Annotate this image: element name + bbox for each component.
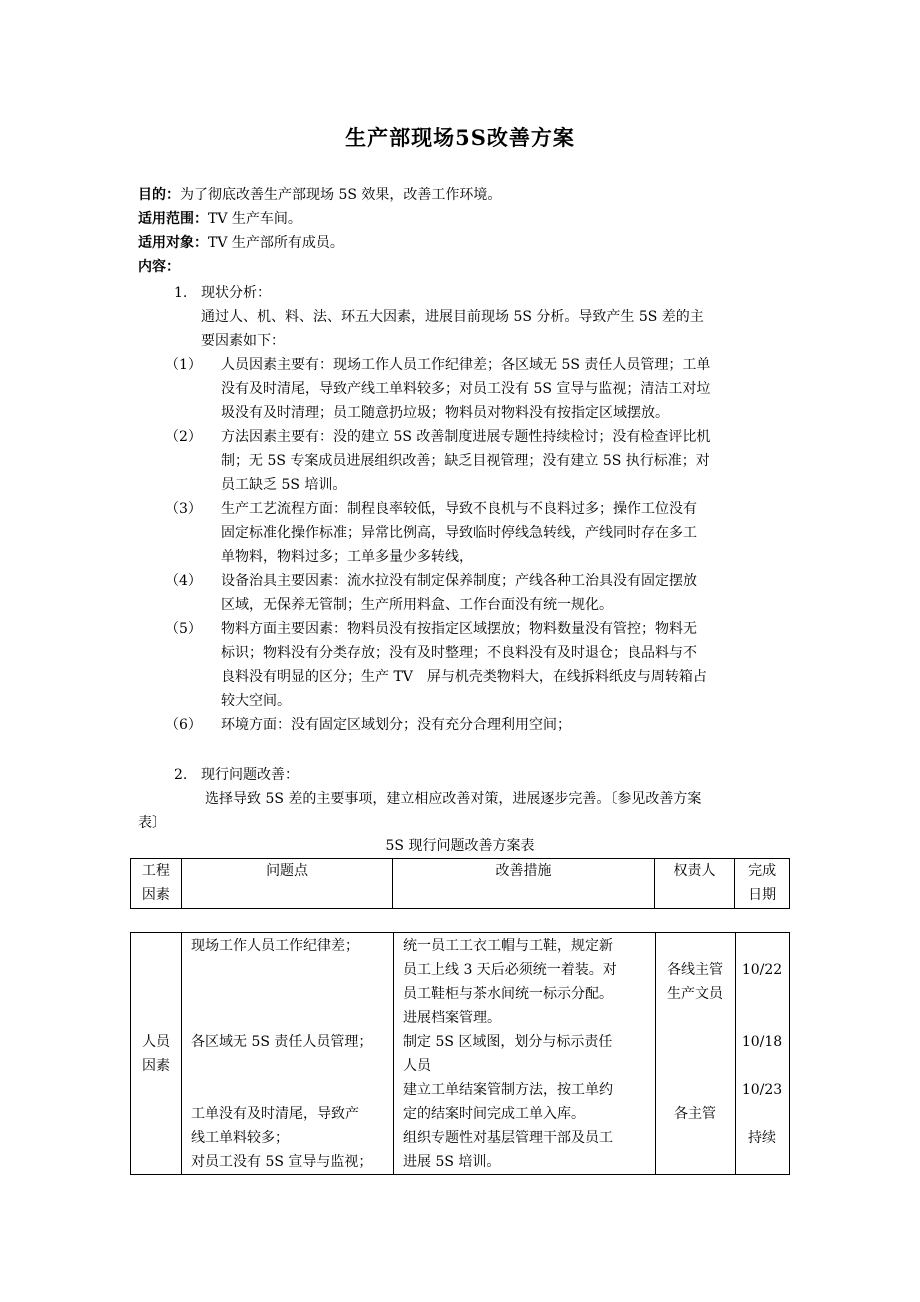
- section1-number: 1.: [174, 285, 188, 301]
- measure-line: 员工上线 3 天后必须统一着装。对: [403, 962, 617, 978]
- item-line: 固定标准化操作标准；异常比例高，导致临时停线急转线，产线同时存在多工: [221, 525, 697, 541]
- measure-line: 统一员工工衣工帽与工鞋，规定新: [403, 938, 613, 954]
- measure-line: 制定 5S 区域图，划分与标示责任: [403, 1034, 613, 1050]
- purpose-label: 目的：: [138, 187, 180, 203]
- item-line: 单物料，物料过多；工单多量少多转线，: [221, 549, 473, 565]
- item-line: 设备治具主要因素：流水拉没有制定保养制度；产线各种工治具没有固定摆放: [221, 573, 697, 589]
- measure-line: 定的结案时间完成工单入库。: [403, 1106, 585, 1122]
- item-number: （4）: [165, 573, 202, 589]
- problem-cell: 工单没有及时清尾，导致产: [191, 1106, 359, 1122]
- item-line: 没有及时清尾，导致产线工单料较多；对员工没有 5S 宣导与监视；清洁工对垃: [221, 381, 711, 397]
- problem-cell: 线工单料较多；: [191, 1130, 289, 1146]
- due-date: 持续: [748, 1130, 776, 1146]
- table-caption: 5S 现行问题改善方案表: [385, 838, 535, 854]
- item-line: 物料方面主要因素：物料员没有按指定区域摆放；物料数量没有管控；物料无: [221, 621, 697, 637]
- measure-line: 人员: [403, 1058, 431, 1074]
- item-line: 良料没有明显的区分；生产 TV 屏与机壳类物料大，在线拆料纸皮与周转箱占: [221, 669, 707, 685]
- section1-intro-line: 通过人、机、料、法、环五大因素，进展目前现场 5S 分析。导致产生 5S 差的主: [201, 309, 704, 325]
- body-table: [130, 932, 790, 1175]
- item-line: 圾没有及时清理；员工随意扔垃圾；物料员对物料没有按指定区域摆放。: [221, 405, 669, 421]
- item-line: 制；无 5S 专案成员进展组织改善；缺乏目视管理；没有建立 5S 执行标准；对: [221, 453, 710, 469]
- item-line: 员工缺乏 5S 培训。: [221, 477, 347, 493]
- measure-line: 进展 5S 培训。: [403, 1154, 501, 1170]
- item-number: （3）: [165, 501, 202, 517]
- body-factor: 因素: [142, 1058, 170, 1074]
- due-date: 10/22: [741, 962, 783, 978]
- scope-line: [138, 207, 302, 231]
- item-number: （1）: [165, 357, 202, 373]
- measure-line: 建立工单结案管制方法，按工单约: [403, 1082, 613, 1098]
- target-text: TV 生产部所有成员。: [208, 235, 344, 251]
- section1-heading: 现状分析：: [201, 285, 271, 301]
- measure-line: 组织专题性对基层管理干部及员工: [403, 1130, 613, 1146]
- header-due: 完成 日期: [735, 859, 790, 909]
- measure-line: 员工鞋柜与茶水间统一标示分配。: [403, 986, 613, 1002]
- owner-cell: 各主管: [674, 1106, 716, 1122]
- problem-cell: 现场工作人员工作纪律差；: [191, 938, 359, 954]
- section2-intro-line: 选择导致 5S 差的主要事项，建立相应改善对策，进展逐步完善。〔参见改善方案: [205, 791, 702, 807]
- owner-cell: 各线主管: [667, 962, 723, 978]
- owner-cell: 生产文员: [667, 986, 723, 1002]
- due-date: 10/18: [741, 1034, 783, 1050]
- problem-cell: 各区域无 5S 责任人员管理；: [191, 1034, 373, 1050]
- header-measure: 改善措施: [393, 859, 654, 909]
- section1-intro-line: 要因素如下：: [201, 333, 285, 349]
- section2-number: 2.: [174, 767, 188, 783]
- scope-label: 适用范围：: [138, 211, 208, 227]
- item-number: （6）: [165, 717, 202, 733]
- header-problem: 问题点: [181, 859, 393, 909]
- item-line: 较大空间。: [221, 693, 291, 709]
- problem-cell: 对员工没有 5S 宣导与监视；: [191, 1154, 373, 1170]
- scope-text: TV 生产车间。: [208, 211, 302, 227]
- body-factor: 人员: [142, 1034, 170, 1050]
- content-label: 内容：: [138, 259, 180, 275]
- item-number: （5）: [165, 621, 202, 637]
- purpose-line: [138, 183, 501, 207]
- measure-line: 进展档案管理。: [403, 1010, 501, 1026]
- page-title: 生产部现场5S改善方案: [345, 125, 575, 150]
- section2-heading: 现行问题改善：: [201, 767, 299, 783]
- header-factor: 工程 因素: [131, 859, 182, 909]
- section2-intro-line: 表〕: [138, 815, 166, 831]
- item-line: 方法因素主要有：没的建立 5S 改善制度进展专题性持续检讨；没有检查评比机: [221, 429, 711, 445]
- item-line: 标识；物料没有分类存放；没有及时整理；不良料没有及时退仓；良品料与不: [221, 645, 697, 661]
- purpose-text: 为了彻底改善生产部现场 5S 效果，改善工作环境。: [180, 187, 502, 203]
- item-line: 区域，无保养无管制；生产所用料盒、工作台面没有统一规化。: [221, 597, 613, 613]
- target-label: 适用对象：: [138, 235, 208, 251]
- header-owner: 权责人: [654, 859, 735, 909]
- item-number: （2）: [165, 429, 202, 445]
- due-date: 10/23: [741, 1082, 783, 1098]
- header-table: [130, 858, 790, 909]
- item-line: 生产工艺流程方面：制程良率较低，导致不良机与不良料过多；操作工位没有: [221, 501, 697, 517]
- item-line: 人员因素主要有：现场工作人员工作纪律差；各区域无 5S 责任人员管理；工单: [221, 357, 711, 373]
- item-line: 环境方面：没有固定区域划分；没有充分合理利用空间；: [221, 717, 571, 733]
- target-line: [138, 231, 344, 255]
